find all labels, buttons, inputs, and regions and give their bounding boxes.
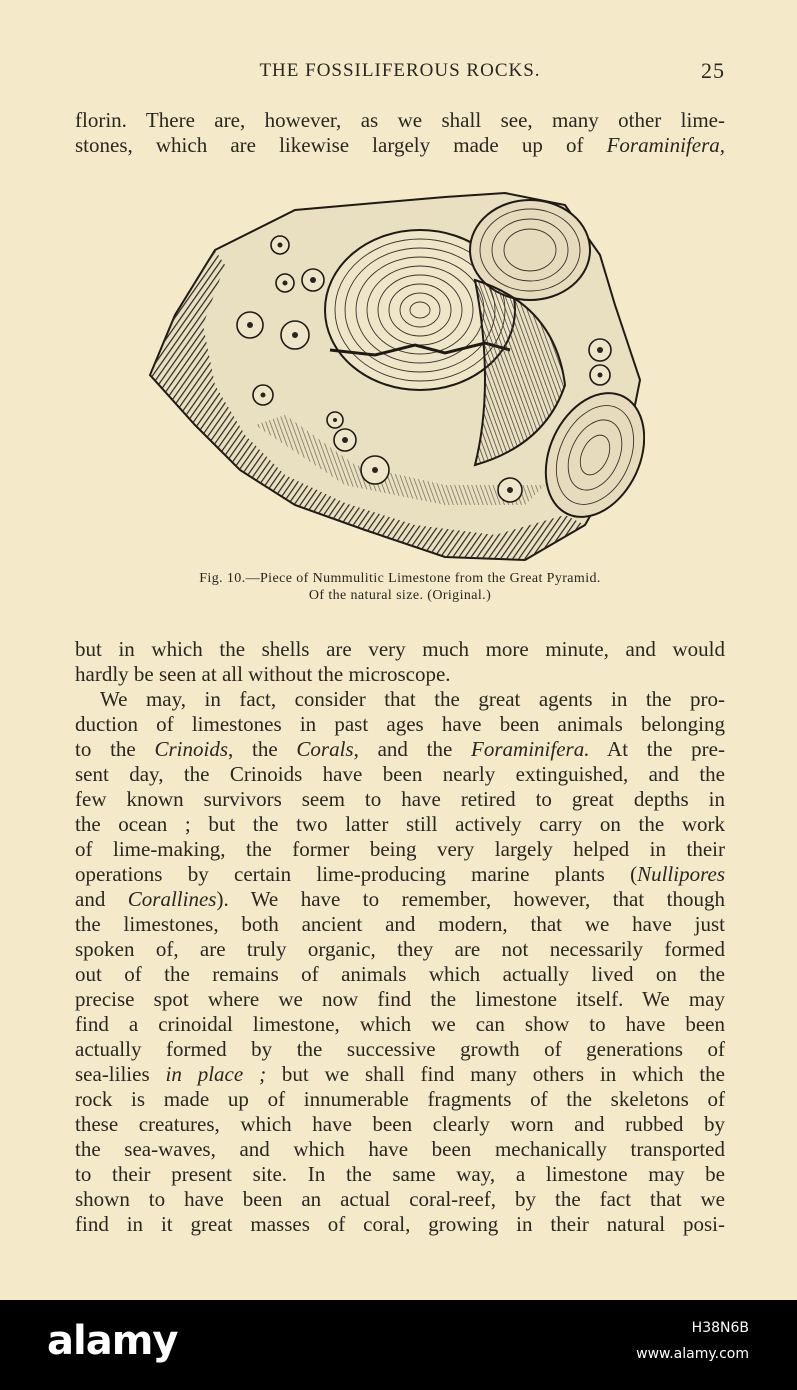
text-run: , the <box>228 737 297 761</box>
text-line <box>75 937 725 962</box>
text-line <box>75 662 725 687</box>
text-line <box>75 962 725 987</box>
text-run: the ocean ; but the two latter still actively carry on the work <box>75 812 725 836</box>
text-run: these creatures, which have been clearly worn and rubbed by <box>75 1112 725 1136</box>
text-line <box>75 1162 725 1187</box>
text-line <box>75 1212 725 1237</box>
text-line <box>75 133 725 158</box>
text-run: At the pre- <box>589 737 725 761</box>
text-line <box>75 737 725 762</box>
italic-term: Corals <box>296 737 354 761</box>
text-run: to their present site. In the same way, a limestone may be <box>75 1162 725 1186</box>
text-run: operations by certain lime-producing marine plants ( <box>75 862 638 886</box>
text-line <box>75 1112 725 1137</box>
paragraph-top <box>75 108 725 158</box>
text-line <box>75 812 725 837</box>
caption-line-1: Fig. 10.—Piece of Nummulitic Limestone from the Great Pyramid. <box>199 571 601 586</box>
caption-line-2: Of the natural size. (Original.) <box>308 588 492 603</box>
text-run: and <box>75 887 128 911</box>
text-line <box>75 787 725 812</box>
text-run: rock is made up of innumerable fragments of the skeletons of <box>75 1087 725 1111</box>
italic-term: in place ; <box>165 1062 267 1086</box>
italic-term: Nullipores <box>637 862 725 886</box>
running-title: THE FOSSILIFEROUS ROCKS. <box>259 60 541 81</box>
alamy-logo: alamy <box>47 1318 178 1364</box>
text-run: ). We have to remember, however, that though <box>216 887 725 911</box>
running-head <box>75 58 725 88</box>
text-run: to the <box>75 737 155 761</box>
text-run: the sea-waves, and which have been mechanically transported <box>75 1137 725 1161</box>
text-line <box>75 108 725 133</box>
italic-term: Foraminifera, <box>606 133 725 157</box>
text-run: We may, in fact, consider that the great agents in the pro- <box>100 687 725 711</box>
text-run: shown to have been an actual coral-reef, by the fact that we <box>75 1187 725 1211</box>
text-line <box>75 862 725 887</box>
text-run: few known survivors seem to have retired to great depths in <box>75 787 725 811</box>
text-run: actually formed by the successive growth of generations of <box>75 1037 725 1061</box>
text-line <box>75 887 725 912</box>
text-line <box>75 837 725 862</box>
watermark-footer <box>0 1300 797 1390</box>
page-number: 25 <box>701 58 725 83</box>
text-run: sent day, the Crinoids have been nearly extinguished, and the <box>75 762 725 786</box>
text-run: of lime-making, the former being very largely helped in their <box>75 837 725 861</box>
text-run: , and the <box>353 737 472 761</box>
text-line <box>75 1087 725 1112</box>
text-line <box>75 1012 725 1037</box>
text-run: find in it great masses of coral, growing in their natural posi- <box>75 1212 725 1236</box>
text-line <box>75 712 725 737</box>
italic-term: Corallines <box>127 887 217 911</box>
text-run: precise spot where we now find the limestone itself. We may <box>75 987 725 1011</box>
paragraph-body <box>75 637 725 1237</box>
text-line <box>75 687 725 712</box>
text-line <box>75 1187 725 1212</box>
text-run: duction of limestones in past ages have been animals belonging <box>75 712 725 736</box>
text-run: stones, which are likewise largely made up of <box>75 133 607 157</box>
text-line <box>75 637 725 662</box>
text-line <box>75 762 725 787</box>
text-run: spoken of, are truly organic, they are not necessarily formed <box>75 937 725 961</box>
text-run: find a crinoidal limestone, which we can show to have been <box>75 1012 725 1036</box>
text-line <box>75 987 725 1012</box>
text-run: but we shall find many others in which the <box>266 1062 725 1086</box>
text-run: but in which the shells are very much more minute, and would <box>75 637 725 661</box>
text-line <box>75 1137 725 1162</box>
text-run: florin. There are, however, as we shall see, many other lime- <box>75 108 725 132</box>
figure-caption <box>75 570 725 604</box>
text-line <box>75 1062 725 1087</box>
text-run: the limestones, both ancient and modern, that we have just <box>75 912 725 936</box>
text-run: out of the remains of animals which actually lived on the <box>75 962 725 986</box>
text-run: sea-lilies <box>75 1062 166 1086</box>
text-run: hardly be seen at all without the microscope. <box>75 662 451 686</box>
text-line <box>75 912 725 937</box>
italic-term: Crinoids <box>154 737 229 761</box>
text-line <box>75 1037 725 1062</box>
site-url: www.alamy.com <box>636 1346 749 1362</box>
italic-term: Foraminifera. <box>471 737 590 761</box>
image-id: H38N6B <box>691 1320 749 1336</box>
nummulitic-limestone-illustration <box>145 185 645 565</box>
